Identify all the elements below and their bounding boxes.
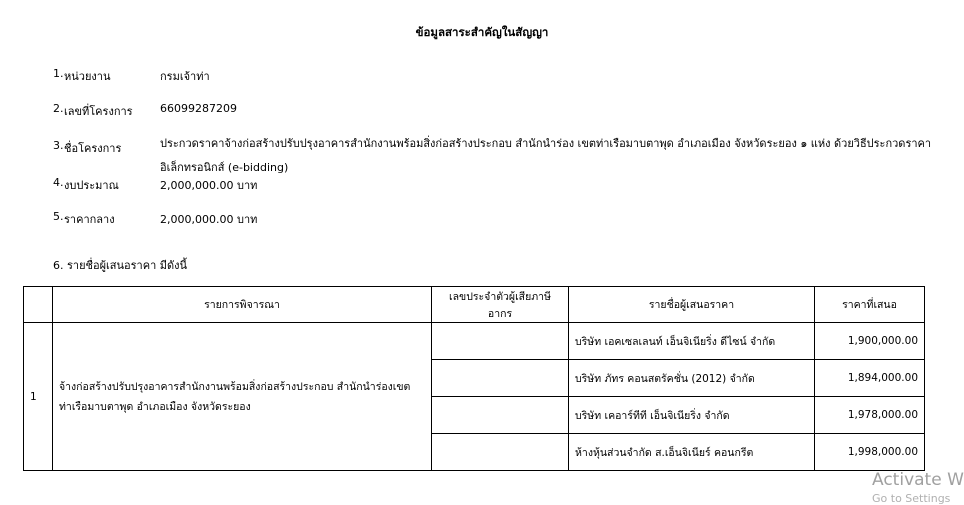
header-tax-id: เลขประจำตัวผู้เสียภาษีอากร xyxy=(432,287,569,323)
row-index: 1 xyxy=(24,323,53,471)
header-item: รายการพิจารณา xyxy=(53,287,432,323)
item-label-budget: งบประมาณ xyxy=(64,179,119,192)
item-label-project-id: เลขที่โครงการ xyxy=(64,105,133,118)
item-number: 3. xyxy=(53,139,64,152)
bidder-name: บริษัท เอคเซลเลนท์ เอ็นจิเนียริ่ง ดีไซน์ จำกัด xyxy=(569,323,815,360)
item-label-agency: หน่วยงาน xyxy=(64,70,111,83)
item-label-median-price: ราคากลาง xyxy=(64,213,115,226)
bid-price: 1,894,000.00 xyxy=(815,360,925,397)
bid-price: 1,998,000.00 xyxy=(815,434,925,471)
header-price: ราคาที่เสนอ xyxy=(815,287,925,323)
item-label-project-name: ชื่อโครงการ xyxy=(64,142,122,155)
tax-id-redacted xyxy=(432,323,569,360)
item-value-median-price: 2,000,000.00 บาท xyxy=(160,213,258,226)
item-number: 2. xyxy=(53,102,64,115)
bidder-name: ห้างหุ้นส่วนจำกัด ส.เอ็นจิเนียร์ คอนกรีต xyxy=(569,434,815,471)
item-value-project-id: 66099287209 xyxy=(160,102,237,115)
item-description: จ้างก่อสร้างปรับปรุงอาคารสำนักงานพร้อมสิ่งก่อสร้างประกอบ สำนักนำร่องเขตท่าเรือมาบตาพุด อำเภอเมือง จังหวัดระยอง xyxy=(53,323,432,471)
activate-windows-subtext[interactable]: Go to Settings xyxy=(872,492,951,505)
table-header-row xyxy=(24,287,925,323)
item-value-project-name: ประกวดราคาจ้างก่อสร้างปรับปรุงอาคารสำนักงานพร้อมสิ่งก่อสร้างประกอบ สำนักนำร่อง เขตท่าเรือมาบตาพุด อำเภอเมือง จังหวัดระยอง ๑ แห่ง ด้วยวิธีประกวดราคาอิเล็กทรอนิกส์ (e-bidding) xyxy=(160,137,932,174)
tax-id-redacted xyxy=(432,397,569,434)
bidder-name: บริษัท ภัทร คอนสตรัคชั่น (2012) จำกัด xyxy=(569,360,815,397)
header-index xyxy=(24,287,53,323)
tax-id-redacted xyxy=(432,434,569,471)
document-title: ข้อมูลสาระสำคัญในสัญญา xyxy=(415,25,549,39)
bid-price: 1,978,000.00 xyxy=(815,397,925,434)
table-row xyxy=(24,323,925,360)
header-bidder-name: รายชื่อผู้เสนอราคา xyxy=(569,287,815,323)
bidder-name: บริษัท เคอาร์ทีที เอ็นจิเนียริ่ง จำกัด xyxy=(569,397,815,434)
activate-windows-watermark: Activate W xyxy=(872,470,964,490)
item-number: 5. xyxy=(53,210,64,223)
tax-id-redacted xyxy=(432,360,569,397)
bid-price: 1,900,000.00 xyxy=(815,323,925,360)
item-number: 1. xyxy=(53,67,64,80)
item-value-agency: กรมเจ้าท่า xyxy=(160,70,210,83)
bidders-section-heading: 6. รายชื่อผู้เสนอราคา มีดังนี้ xyxy=(53,259,188,272)
bidders-table xyxy=(23,286,925,471)
item-value-budget: 2,000,000.00 บาท xyxy=(160,179,258,192)
item-number: 4. xyxy=(53,176,64,189)
